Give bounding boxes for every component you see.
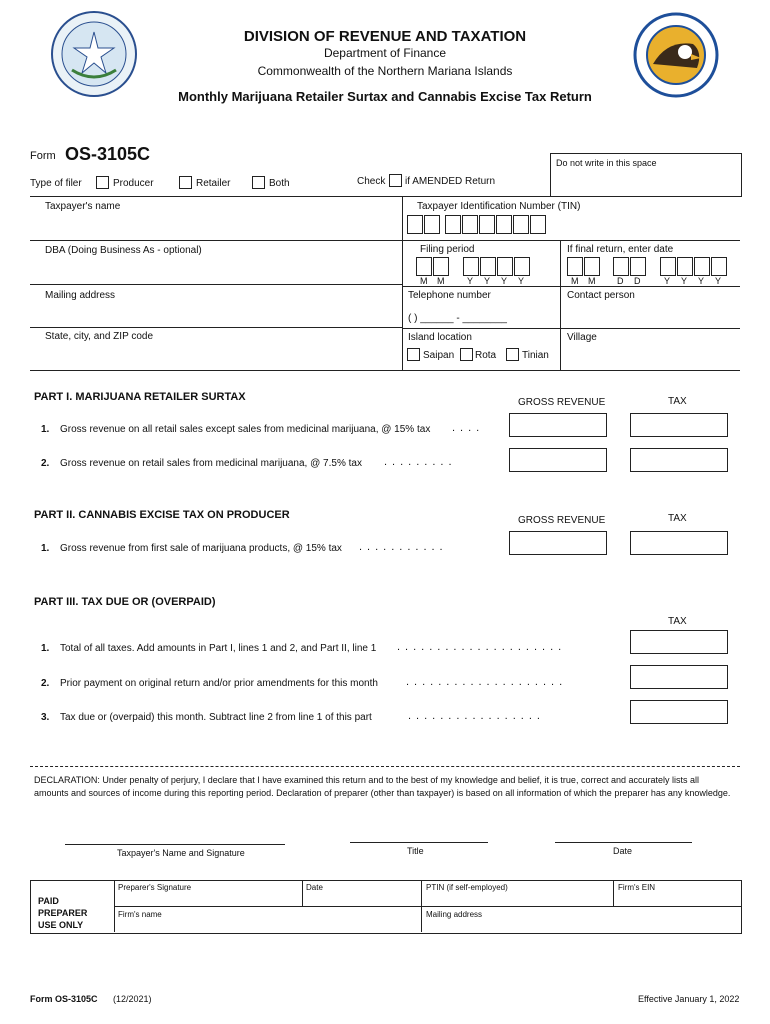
title-line[interactable] xyxy=(350,842,488,843)
village-label: Village xyxy=(567,332,597,343)
leader-dots: ........... xyxy=(359,541,448,553)
part3-line3-num: 3. xyxy=(41,712,50,723)
producer-checkbox[interactable] xyxy=(96,176,109,189)
part1-line2-tax-input[interactable] xyxy=(630,448,728,472)
amended-check-word: Check xyxy=(357,176,386,187)
part1-line1-num: 1. xyxy=(41,424,50,435)
part2-gross-header: GROSS REVENUE xyxy=(518,515,606,526)
telephone-label: Telephone number xyxy=(408,290,491,301)
part3-line3-text: Tax due or (overpaid) this month. Subtract line 2 from line 1 of this part xyxy=(60,712,372,723)
footer-effective-date: Effective January 1, 2022 xyxy=(638,994,740,1004)
footer-revision: (12/2021) xyxy=(113,994,152,1004)
preparer-date-label: Date xyxy=(306,883,323,892)
part2-line1-gross-input[interactable] xyxy=(509,531,607,555)
filing-period-label: Filing period xyxy=(420,244,475,255)
state-city-zip-label: State, city, and ZIP code xyxy=(45,331,154,342)
saipan-checkbox[interactable] xyxy=(407,348,420,361)
period-fmt-y4: Y xyxy=(518,276,525,286)
final-fmt-y4: Y xyxy=(715,276,722,286)
final-fmt-d1: D xyxy=(617,276,624,286)
period-fmt-y3: Y xyxy=(501,276,508,286)
leader-dots: ......... xyxy=(384,456,457,468)
final-fmt-m1: M xyxy=(571,276,579,286)
department-name: Department of Finance xyxy=(323,46,447,60)
part2-line1-text: Gross revenue from first sale of marijuana products, @ 15% tax xyxy=(60,543,342,554)
date-label: Date xyxy=(613,846,633,856)
part1-line2-num: 2. xyxy=(41,458,50,469)
part1-tax-header: TAX xyxy=(668,396,687,407)
part2-line1-tax-input[interactable] xyxy=(630,531,728,555)
producer-label: Producer xyxy=(113,178,154,189)
mailing-address-label: Mailing address xyxy=(45,290,116,301)
form-prefix: Form xyxy=(30,150,56,162)
part2-tax-header: TAX xyxy=(668,513,687,524)
both-label: Both xyxy=(269,178,290,189)
part1-title: PART I. MARIJUANA RETAILER SURTAX xyxy=(34,391,246,403)
preparer-signature-label: Preparer's Signature xyxy=(118,883,192,892)
tin-label: Taxpayer Identification Number (TIN) xyxy=(417,201,581,212)
part3-line2-text: Prior payment on original return and/or prior amendments for this month xyxy=(60,678,378,689)
part1-gross-header: GROSS REVENUE xyxy=(518,397,606,408)
final-fmt-y2: Y xyxy=(681,276,688,286)
footer-form-number: Form OS-3105C xyxy=(30,994,98,1004)
firm-name-label: Firm's name xyxy=(118,910,162,919)
part2-line1-num: 1. xyxy=(41,543,50,554)
leader-dots: .... xyxy=(452,422,485,434)
declaration-text: DECLARATION: Under penalty of perjury, I declare that I have examined this return and to the best of my knowledge and belief, it is true, correct and accurately lists all amounts and sources of income during this reporting period. Declaration of preparer (other than taxpayer) is based on all information of which the preparer has any knowledge. xyxy=(34,775,731,798)
final-fmt-y3: Y xyxy=(698,276,705,286)
part1-line2-gross-input[interactable] xyxy=(509,448,607,472)
part2-title: PART II. CANNABIS EXCISE TAX ON PRODUCER xyxy=(34,509,290,521)
title-label: Title xyxy=(407,846,424,856)
period-fmt-y2: Y xyxy=(484,276,491,286)
ptin-label: PTIN (if self-employed) xyxy=(426,883,508,892)
part1-line1-tax-input[interactable] xyxy=(630,413,728,437)
period-fmt-m1: M xyxy=(420,276,428,286)
leader-dots: ................. xyxy=(408,710,545,722)
leader-dots: ..................... xyxy=(397,641,567,653)
department-of-finance-seal-icon xyxy=(633,12,719,98)
dba-label: DBA (Doing Business As - optional) xyxy=(45,245,202,256)
part3-line2-num: 2. xyxy=(41,678,50,689)
office-use-label: Do not write in this space xyxy=(556,158,657,168)
left-seal xyxy=(50,10,138,98)
leader-dots: .................... xyxy=(406,676,568,688)
declaration-divider xyxy=(30,766,740,767)
part3-line1-text: Total of all taxes. Add amounts in Part I, lines 1 and 2, and Part II, line 1 xyxy=(60,643,377,654)
taxpayer-name-label: Taxpayer's name xyxy=(45,201,121,212)
filer-type-label: Type of filer xyxy=(30,178,82,189)
contact-person-label: Contact person xyxy=(567,290,635,301)
telephone-field[interactable]: ( ) ______ - ________ xyxy=(408,313,507,324)
form-number: OS-3105C xyxy=(65,144,151,164)
part3-line3-tax-input[interactable] xyxy=(630,700,728,724)
part3-title: PART III. TAX DUE OR (OVERPAID) xyxy=(34,596,216,608)
period-fmt-m2: M xyxy=(437,276,445,286)
cnmi-seal-icon xyxy=(50,10,138,98)
part3-line1-num: 1. xyxy=(41,643,50,654)
date-line[interactable] xyxy=(555,842,692,843)
tinian-label: Tinian xyxy=(522,350,549,361)
agency-title: DIVISION OF REVENUE AND TAXATION xyxy=(243,28,527,45)
final-fmt-y1: Y xyxy=(664,276,671,286)
taxpayer-signature-line[interactable] xyxy=(65,844,285,845)
both-checkbox[interactable] xyxy=(252,176,265,189)
part1-line1-text: Gross revenue on all retail sales except sales from medicinal marijuana, @ 15% tax xyxy=(60,424,431,435)
retailer-checkbox[interactable] xyxy=(179,176,192,189)
saipan-label: Saipan xyxy=(423,350,455,361)
amended-label: if AMENDED Return xyxy=(405,176,496,187)
form-title: Monthly Marijuana Retailer Surtax and Cannabis Excise Tax Return xyxy=(178,89,592,104)
part3-line1-tax-input[interactable] xyxy=(630,630,728,654)
retailer-label: Retailer xyxy=(196,178,231,189)
part1-line2-text: Gross revenue on retail sales from medicinal marijuana, @ 7.5% tax xyxy=(60,458,362,469)
right-seal xyxy=(633,12,719,98)
tinian-checkbox[interactable] xyxy=(506,348,519,361)
rota-label: Rota xyxy=(475,350,497,361)
island-location-label: Island location xyxy=(408,332,472,343)
amended-checkbox[interactable] xyxy=(389,174,402,187)
final-fmt-d2: D xyxy=(634,276,641,286)
firm-ein-label: Firm's EIN xyxy=(618,883,656,892)
part3-tax-header: TAX xyxy=(668,616,687,627)
period-fmt-y1: Y xyxy=(467,276,474,286)
rota-checkbox[interactable] xyxy=(460,348,473,361)
final-return-label: If final return, enter date xyxy=(567,244,674,255)
final-fmt-m2: M xyxy=(588,276,596,286)
part3-line2-tax-input[interactable] xyxy=(630,665,728,689)
part1-line1-gross-input[interactable] xyxy=(509,413,607,437)
taxpayer-signature-label: Taxpayer's Name and Signature xyxy=(117,848,245,858)
commonwealth-name: Commonwealth of the Northern Mariana Islands xyxy=(257,64,513,78)
paid-preparer-label: PAID PREPARER USE ONLY xyxy=(38,896,88,930)
firm-address-label: Mailing address xyxy=(426,910,483,919)
